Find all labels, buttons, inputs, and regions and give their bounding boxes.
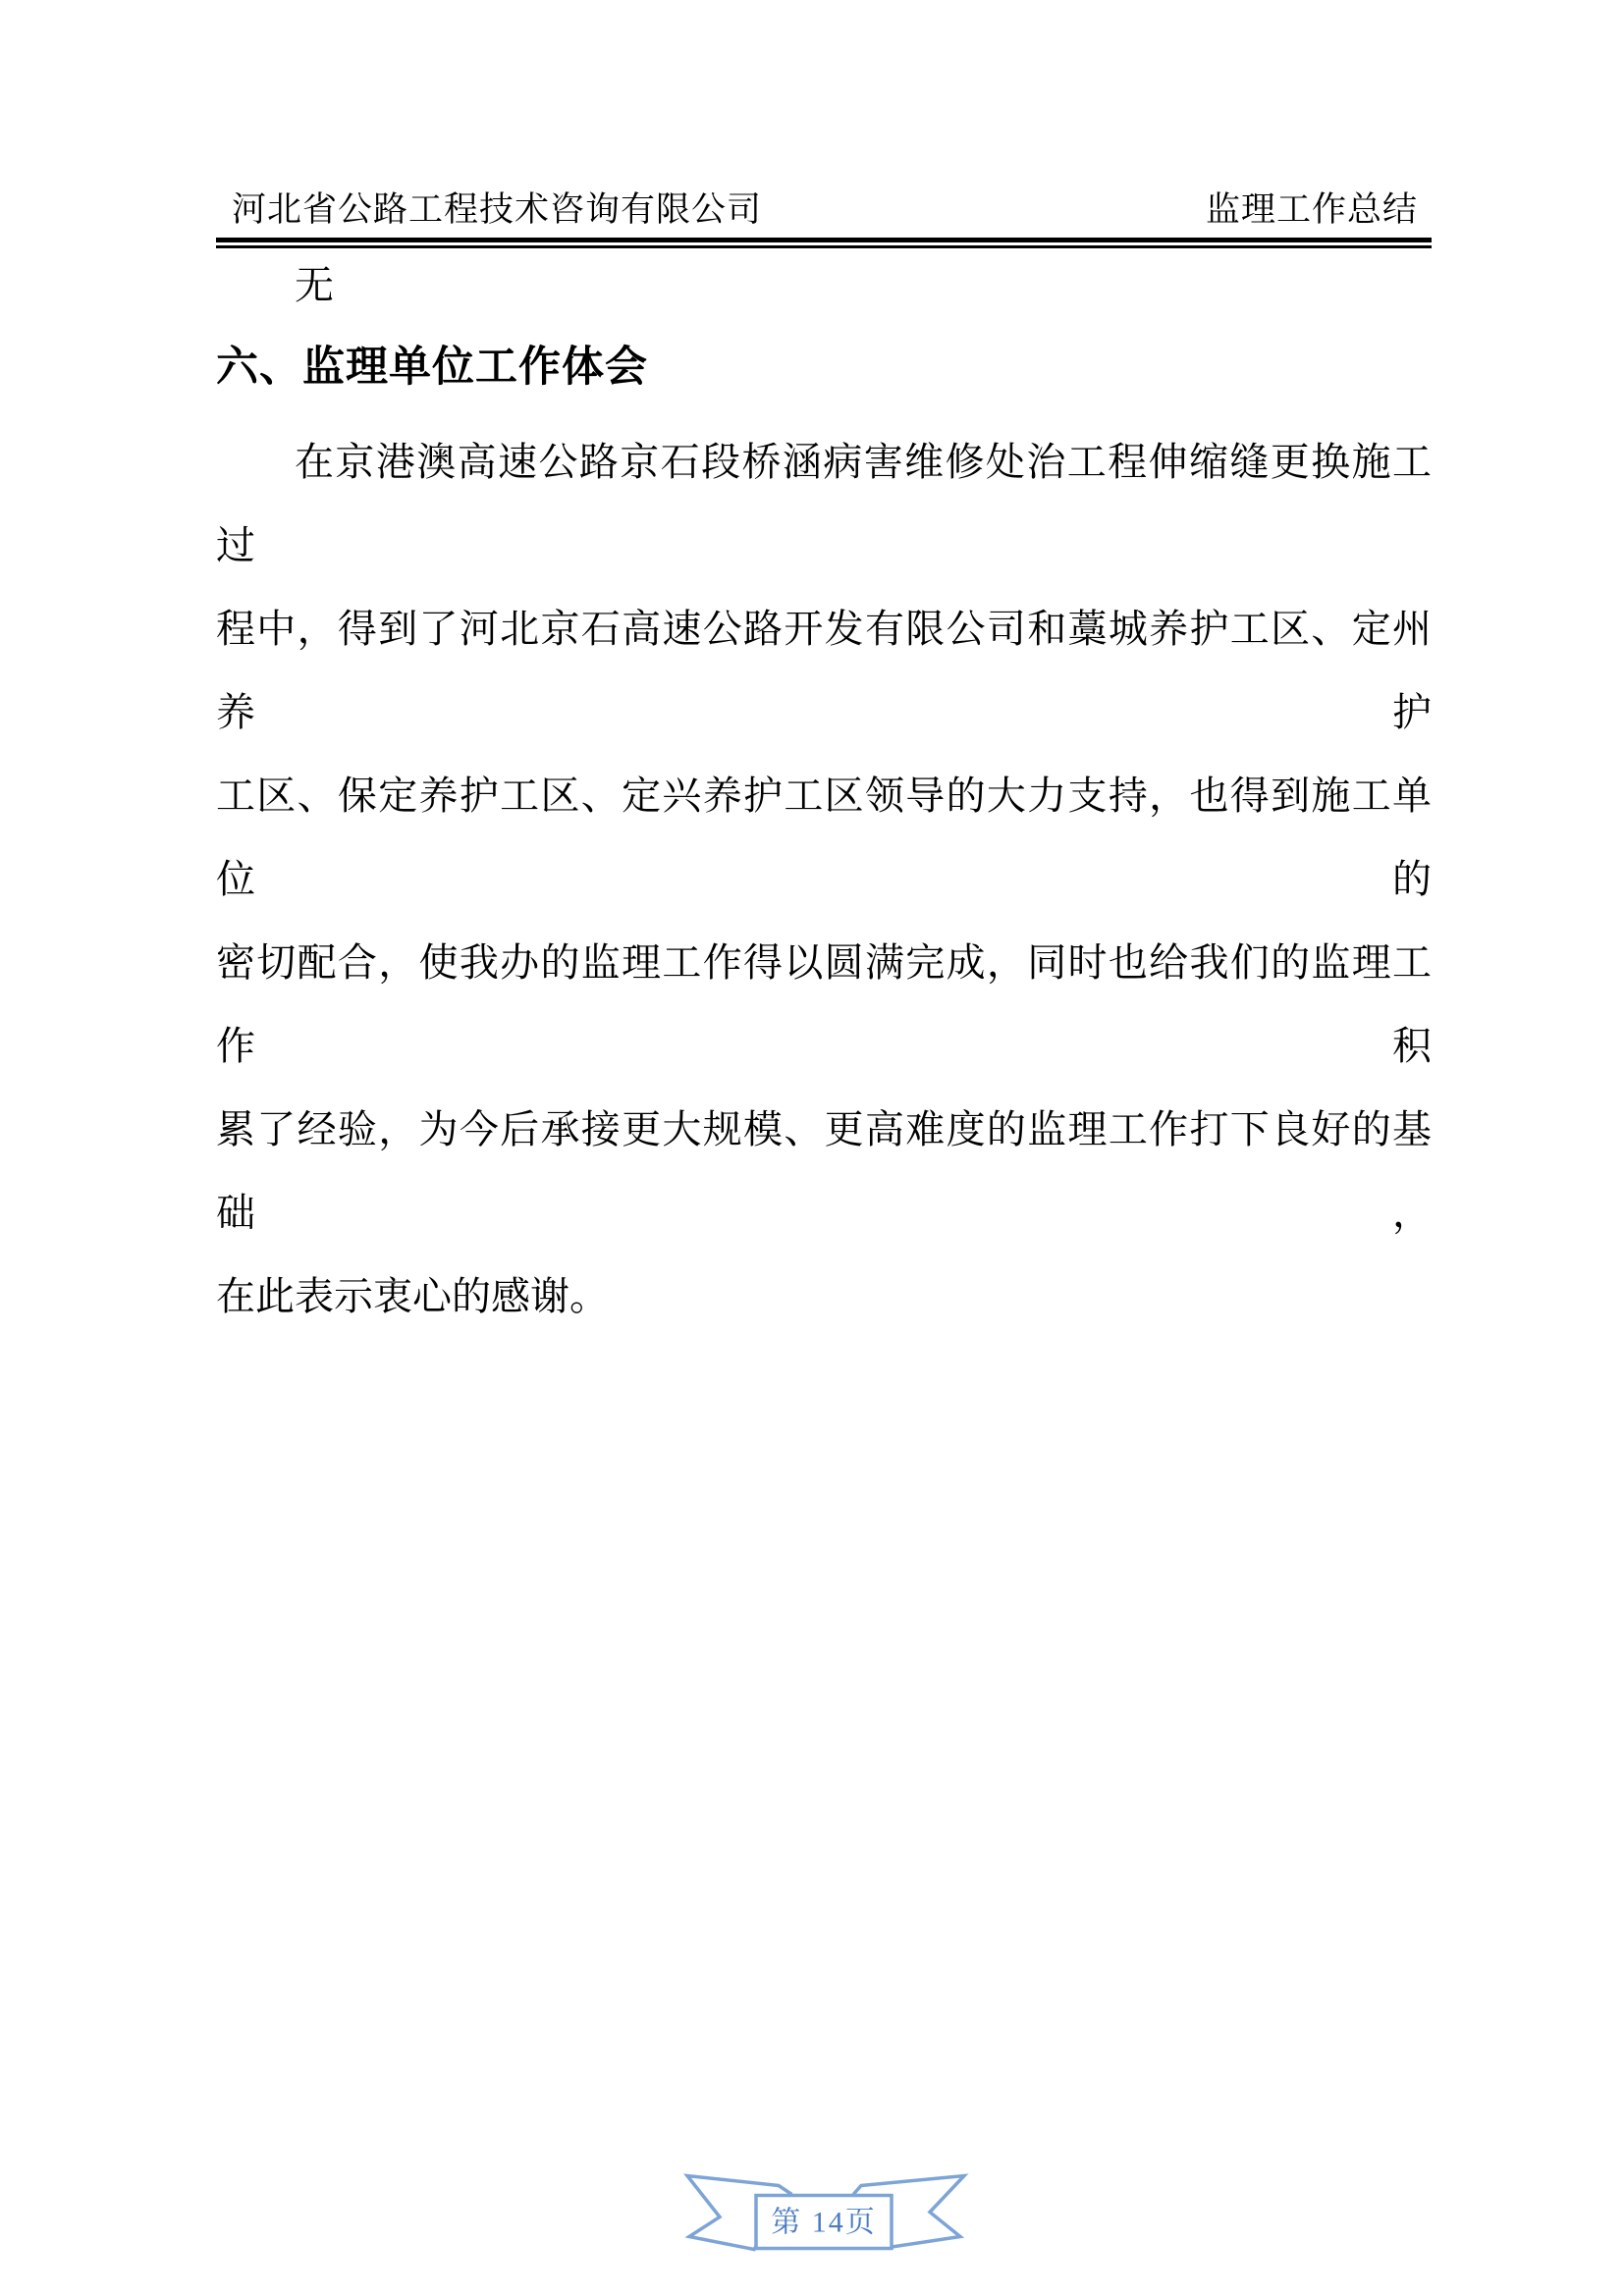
page-footer — [682, 2169, 967, 2256]
paragraph-line: 在京港澳高速公路京石段桥涵病害维修处治工程伸缩缝更换施工过 — [216, 440, 1432, 567]
paragraph-line: 程中，得到了河北京石高速公路开发有限公司和藁城养护工区、定州养护 — [216, 607, 1432, 734]
header-company-name: 河北省公路工程技术咨询有限公司 — [232, 190, 763, 229]
page-number-label: 第 14页 — [771, 2206, 877, 2239]
page-header — [216, 190, 1432, 230]
header-doc-title: 监理工作总结 — [1205, 190, 1418, 229]
body-paragraph — [216, 420, 1432, 1338]
paragraph-line: 工区、保定养护工区、定兴养护工区领导的大力支持，也得到施工单位的 — [216, 774, 1432, 901]
paragraph-line: 密切配合，使我办的监理工作得以圆满完成，同时也给我们的监理工作积 — [216, 940, 1432, 1068]
answer-none-text: 无 — [295, 263, 334, 307]
section-heading: 六、监理单位工作体会 — [216, 345, 648, 391]
paragraph-line: 累了经验，为今后承接更大规模、更高难度的监理工作打下良好的基础， — [216, 1107, 1432, 1235]
ribbon-banner-icon — [682, 2169, 967, 2256]
paragraph-line: 在此表示衷心的感谢。 — [216, 1274, 609, 1318]
header-divider-rule — [216, 238, 1432, 248]
